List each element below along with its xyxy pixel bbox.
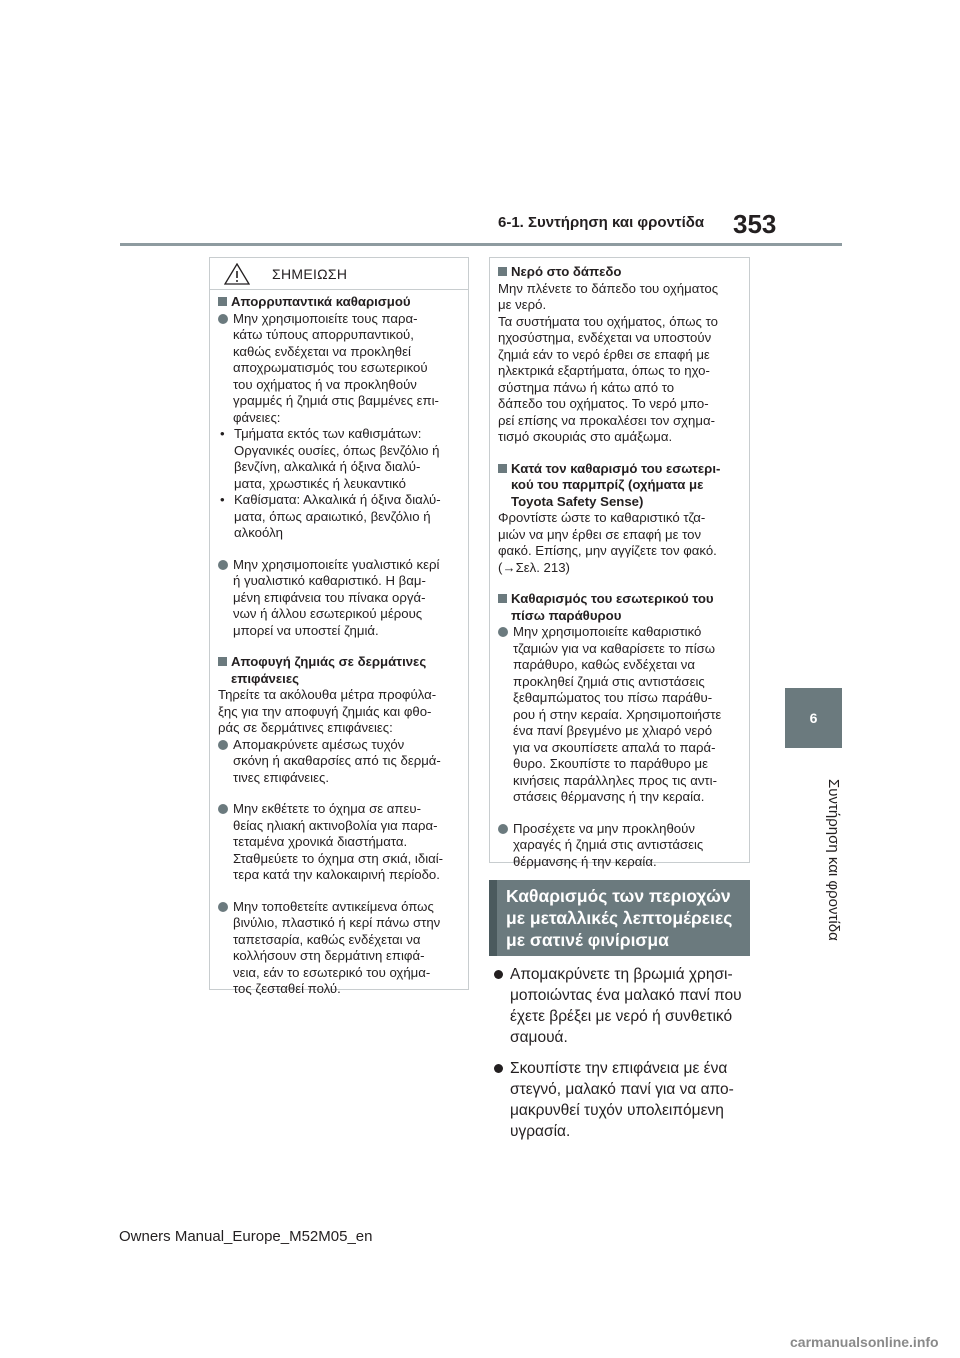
bullet-text bbox=[513, 821, 703, 871]
text-line: βινύλιο, πλαστικό ή κερί πάνω στην bbox=[233, 915, 441, 930]
text-line: παράθυρο, καθώς ενδέχεται να bbox=[513, 657, 696, 672]
paragraph bbox=[498, 510, 741, 576]
bullet-text bbox=[233, 557, 439, 640]
paragraph bbox=[218, 687, 460, 737]
subsection-title: Απορρυπαντικά καθαρισμού bbox=[231, 294, 411, 309]
square-bullet-icon bbox=[498, 464, 507, 473]
text-line: ηλεκτρικά εξαρτήματα, όπως το ηχο- bbox=[498, 363, 710, 378]
text-line: Μην τοποθετείτε αντικείμενα όπως bbox=[233, 898, 434, 914]
text-line: Μην πλένετε το δάπεδο του οχήματος bbox=[498, 280, 719, 296]
text-line: Καθίσματα: Αλκαλικά ή όξινα διαλύ- bbox=[234, 492, 441, 507]
page-number: 353 bbox=[733, 209, 777, 239]
text-line: Κατά τον καθαρισμό του εσωτερι- bbox=[511, 460, 721, 476]
text-line: (→Σελ. 213) bbox=[498, 559, 570, 575]
text-line: για να σκουπίσετε απαλά το παρά- bbox=[513, 739, 716, 755]
text-line: τερα κατά την καλοκαιρινή περίοδο. bbox=[233, 867, 440, 882]
text-line: Απομακρύνετε τη βρωμιά χρησι- bbox=[510, 966, 733, 983]
dash-item: • Τμήματα εκτός των καθισμάτων: Οργανικές ουσίες, όπως βενζόλιο ή βενζίνη, αλκαλικά ή όξινα διαλύ- ματα, χρωστικές ή λευκαντικό bbox=[220, 426, 440, 491]
text-line: κάτω τύπους απορρυπαντικού, bbox=[233, 327, 414, 342]
text-line: Αποφυγή ζημιάς σε δερμάτινες bbox=[231, 654, 427, 669]
text-line: Προσέχετε να μην προκληθούν bbox=[513, 820, 695, 836]
text-line: χαραγές ή ζημιά στις αντιστάσεις bbox=[513, 837, 704, 852]
text-line: Καθαρισμός των περιοχών bbox=[506, 886, 731, 906]
text-line: αποχρωματισμός του εσωτερικού bbox=[233, 360, 428, 375]
subsection-heading bbox=[218, 294, 460, 311]
text-line: στάσεις θέρμανσης ή την κεραία. bbox=[513, 789, 705, 804]
warning-triangle-icon bbox=[224, 263, 250, 285]
bullet-text bbox=[233, 899, 440, 998]
dash-text bbox=[234, 492, 441, 542]
text-line: νεια, εάν το εσωτερικό του οχήμα- bbox=[233, 964, 431, 980]
text-line: μένη επιφάνεια του πίνακα οργά- bbox=[233, 589, 426, 605]
text-line: θείας ηλιακή ακτινοβολία για παρα- bbox=[233, 817, 438, 833]
text-line: ζημιά εάν το νερό έρθει σε επαφή με bbox=[498, 346, 710, 362]
text-line: ράς σε δερμάτινες επιφάνειες: bbox=[218, 720, 393, 735]
note-bullet bbox=[218, 311, 460, 427]
text-line: ρου ή στην κεραία. Χρησιμοποιήστε bbox=[513, 706, 722, 722]
text-line: Τηρείτε τα ακόλουθα μέτρα προφύλα- bbox=[218, 687, 437, 702]
list-item bbox=[494, 964, 754, 1048]
text-line: ξεθαμπώματος του πίσω παράθυ- bbox=[513, 690, 713, 705]
text-line: καθώς ενδέχεται να προκληθεί bbox=[233, 343, 411, 359]
text-line: ή γυαλιστικό καθαριστικό. Η βαμ- bbox=[233, 573, 426, 588]
text-line: με νερό. bbox=[498, 297, 547, 312]
list-item bbox=[494, 1058, 754, 1142]
note-title: ΣΗΜΕΙΩΣΗ bbox=[272, 265, 348, 282]
subsection-title bbox=[511, 461, 720, 511]
text-line: γραμμές ή ζημιά στις βαμμένες επι- bbox=[233, 393, 439, 408]
text-line: με σατινέ φινίρισμα bbox=[506, 930, 669, 950]
subsection-title: Νερό στο δάπεδο bbox=[511, 264, 622, 279]
bullet-text bbox=[513, 624, 721, 806]
text-line: σύστημα πάνω ή κάτω από το bbox=[498, 379, 675, 395]
text-line: Μην χρησιμοποιείτε καθαριστικό bbox=[513, 624, 702, 639]
list-item-text bbox=[510, 1058, 734, 1142]
text-line: Μην εκθέτετε το όχημα σε απευ- bbox=[233, 801, 421, 816]
bullet-text bbox=[233, 801, 443, 884]
text-line: Μην χρησιμοποιείτε γυαλιστικό κερί bbox=[233, 556, 440, 572]
subsection-heading bbox=[498, 591, 741, 624]
text-line: τισμό σκουριάς στο αμάξωμα. bbox=[498, 429, 673, 444]
text-line: θέρμανσης ή την κεραία. bbox=[513, 853, 657, 869]
text-line: Οργανικές ουσίες, όπως βενζόλιο ή bbox=[234, 442, 440, 458]
round-bullet-icon bbox=[218, 902, 228, 912]
round-bullet-icon bbox=[218, 314, 228, 324]
text-line: επιφάνειες bbox=[231, 670, 299, 686]
round-bullet-icon bbox=[218, 740, 228, 750]
note-bullet bbox=[218, 737, 460, 787]
text-line: ταπετσαρία, καθώς ενδέχεται να bbox=[233, 931, 421, 947]
text-line: Μην χρησιμοποιείτε τους παρα- bbox=[233, 310, 418, 326]
note-box-left bbox=[209, 257, 469, 996]
text-line: μακρυνθεί τυχόν υπολειπόμενη bbox=[510, 1102, 724, 1119]
text-line: Καθαρισμός του εσωτερικού του bbox=[511, 591, 714, 606]
dash-item: • Καθίσματα: Αλκαλικά ή όξινα διαλύ- ματα, όπως αραιωτικό, βενζόλιο ή αλκοόλη bbox=[220, 492, 441, 540]
chapter-label: Συντήρηση και φροντίδα bbox=[825, 779, 842, 941]
text-line: τζαμιών για να καθαρίσετε το πίσω bbox=[513, 640, 716, 656]
text-line: τος ζεσταθεί πολύ. bbox=[233, 981, 341, 996]
text-line: Φροντίστε ώστε το καθαριστικό τζα- bbox=[498, 510, 706, 525]
text-line: κού του παρμπρίζ (οχήματα με bbox=[511, 477, 704, 492]
bullet-dot-icon bbox=[494, 970, 503, 979]
chapter-number: 6 bbox=[809, 710, 818, 726]
paragraph bbox=[498, 281, 741, 446]
dash-text bbox=[234, 426, 439, 492]
text-line: μιών να μην έρθει σε επαφή με τον bbox=[498, 526, 702, 542]
round-bullet-icon bbox=[498, 627, 508, 637]
text-line: με μεταλλικές λεπτομέρειες bbox=[506, 908, 733, 928]
text-line: υγρασία. bbox=[510, 1123, 571, 1140]
text-line: μοποιώντας ένα μαλακό πανί που bbox=[510, 987, 742, 1004]
text-line: πίσω παράθυρου bbox=[511, 607, 622, 623]
section-heading bbox=[489, 880, 750, 956]
text-line: φακό. Επίσης, μην αγγίζετε τον φακό. bbox=[498, 543, 717, 558]
text-line: βενζίνη, αλκαλικά ή όξινα διαλύ- bbox=[234, 459, 421, 474]
round-bullet-icon bbox=[218, 560, 228, 570]
text-line: σαμουά. bbox=[510, 1029, 568, 1046]
square-bullet-icon bbox=[218, 297, 227, 306]
text-line: ηχοσύστημα, ενδέχεται να υποστούν bbox=[498, 330, 712, 345]
text-line: προκληθεί ζημιά στις αντιστάσεις bbox=[513, 673, 705, 689]
note-bullet bbox=[218, 899, 460, 998]
text-line: ρεί επίσης να προκαλέσει τον σχημα- bbox=[498, 412, 715, 428]
text-line: Τμήματα εκτός των καθισμάτων: bbox=[234, 426, 422, 441]
text-line: μπορεί να υποστεί ζημιά. bbox=[233, 622, 379, 638]
section-title: 6-1. Συντήρηση και φροντίδα bbox=[498, 214, 705, 231]
subsection-heading bbox=[498, 461, 741, 511]
note-bullet bbox=[498, 821, 741, 871]
square-bullet-icon bbox=[218, 657, 227, 666]
text-line: σκόνη ή ακαθαρσίες από τις δερμά- bbox=[233, 753, 441, 768]
note-header bbox=[210, 258, 468, 290]
text-line: Σταθμεύετε το όχημα στη σκιά, ιδιαί- bbox=[233, 850, 444, 866]
watermark: carmanualsonline.info bbox=[790, 1334, 939, 1350]
text-line: ματα, όπως αραιωτικό, βενζόλιο ή bbox=[234, 508, 431, 524]
bullet-text bbox=[233, 737, 441, 787]
square-bullet-icon bbox=[498, 594, 507, 603]
text-line: ματα, χρωστικές ή λευκαντικό bbox=[234, 475, 406, 491]
note-bullet bbox=[218, 801, 460, 884]
text-line: αλκοόλη bbox=[234, 525, 283, 540]
text-line: στεγνό, μαλακό πανί για να απο- bbox=[510, 1081, 734, 1098]
round-bullet-icon bbox=[498, 824, 508, 834]
bullet-text bbox=[233, 311, 439, 427]
subsection-heading bbox=[498, 264, 741, 281]
header-divider bbox=[120, 243, 842, 246]
square-bullet-icon bbox=[498, 267, 507, 276]
text-line: θυρο. Σκουπίστε το παράθυρο με bbox=[513, 756, 708, 771]
text-line: δάπεδο του οχήματος. Το νερό μπο- bbox=[498, 396, 709, 411]
text-line: του οχήματος ή να προκληθούν bbox=[233, 376, 417, 392]
note-bullet bbox=[498, 624, 741, 806]
text-line: Απομακρύνετε αμέσως τυχόν bbox=[233, 736, 405, 752]
subsection-title bbox=[511, 591, 714, 624]
text-line: φάνειες: bbox=[233, 409, 281, 425]
round-bullet-icon bbox=[218, 804, 228, 814]
subsection-heading bbox=[218, 654, 460, 687]
main-bullet-list bbox=[494, 964, 754, 1152]
footer-text: Owners Manual_Europe_M52M05_en bbox=[119, 1228, 373, 1245]
note-box-right bbox=[489, 257, 750, 869]
bullet-dot-icon bbox=[494, 1064, 503, 1073]
text-line: ξης για την αποφυγή ζημιάς και φθο- bbox=[218, 703, 432, 719]
text-line: Τα συστήματα του οχήματος, όπως το bbox=[498, 313, 718, 329]
chapter-tab bbox=[785, 688, 842, 748]
text-line: κινήσεις παράλληλες προς τις αντι- bbox=[513, 772, 717, 788]
text-line: έχετε βρέξει με νερό ή συνθετικό bbox=[510, 1008, 733, 1025]
list-item-text bbox=[510, 964, 742, 1048]
text-line: ένα πανί βρεγμένο με χλιαρό νερό bbox=[513, 723, 713, 738]
text-line: τεταμένα χρονικά διαστήματα. bbox=[233, 834, 408, 849]
note-bullet bbox=[218, 557, 460, 640]
text-line: Σκουπίστε την επιφάνεια με ένα bbox=[510, 1060, 728, 1077]
text-line: νων ή άλλου εσωτερικού μέρους bbox=[233, 606, 423, 621]
subsection-title bbox=[231, 654, 426, 687]
text-line: τινες επιφάνειες. bbox=[233, 769, 330, 785]
text-line: κολλήσουν στη δερμάτινη επιφά- bbox=[233, 948, 425, 963]
text-line: Toyota Safety Sense) bbox=[511, 493, 644, 509]
